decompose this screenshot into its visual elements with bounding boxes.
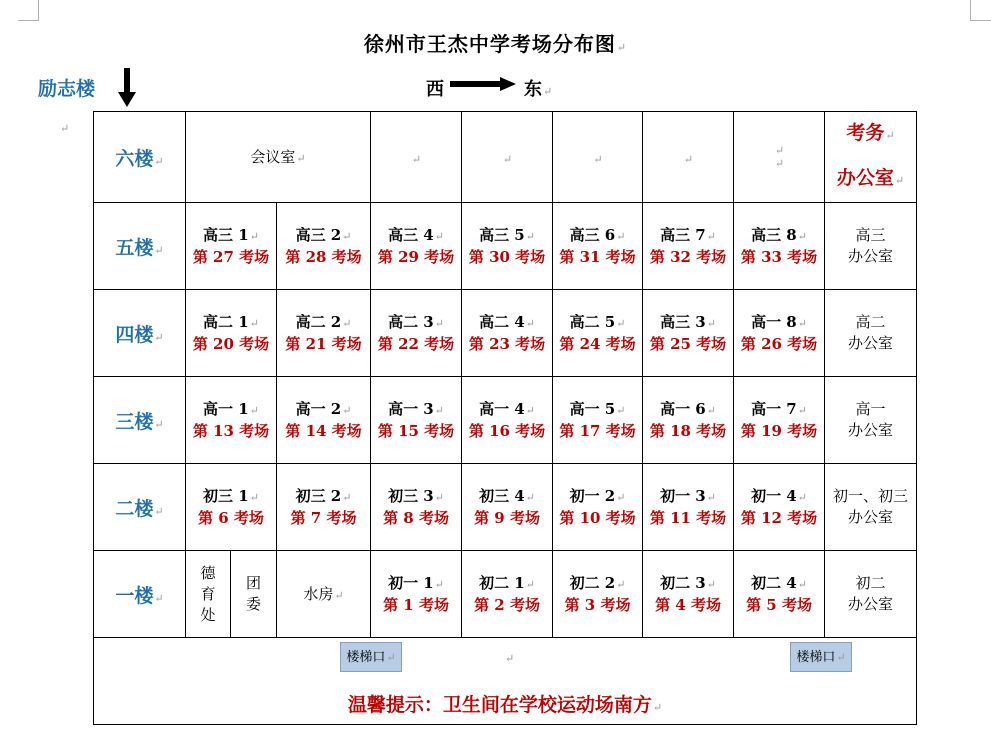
classroom-cell: 高一 6↵ 第 18 考场	[643, 377, 734, 464]
classroom-cell: 初二 3↵ 第 4 考场	[643, 551, 734, 638]
classroom-cell: 初二 1↵ 第 2 考场	[462, 551, 553, 638]
classroom-cell: 高三 3↵ 第 25 考场	[643, 290, 734, 377]
page-corner-mark-left	[18, 0, 39, 21]
empty-cell: ↵	[553, 112, 643, 203]
empty-cell: ↵	[371, 112, 462, 203]
classroom-cell: 初二 4↵ 第 5 考场	[734, 551, 825, 638]
paragraph-mark: ↵	[505, 652, 515, 665]
floor-label: 六楼↵	[94, 112, 186, 203]
classroom-cell: 初一 2↵ 第 10 考场	[553, 464, 643, 551]
classroom-cell: 初三 1↵ 第 6 考场	[186, 464, 277, 551]
office-cell: 高二 办公室	[825, 290, 917, 377]
direction-west: 西	[426, 79, 444, 100]
classroom-cell: 初三 4↵ 第 9 考场	[462, 464, 553, 551]
classroom-cell: 初一 4↵ 第 12 考场	[734, 464, 825, 551]
page-corner-mark-right	[970, 0, 991, 21]
water-room-cell: 水房↵	[277, 551, 371, 638]
office-cell: 高一 办公室	[825, 377, 917, 464]
classroom-cell: 高三 4↵ 第 29 考场	[371, 203, 462, 290]
classroom-cell: 高二 3↵ 第 22 考场	[371, 290, 462, 377]
meeting-room-cell: 会议室↵	[186, 112, 371, 203]
footer-row	[94, 638, 917, 725]
exam-room-table	[93, 111, 917, 725]
classroom-cell: 初三 2↵ 第 7 考场	[277, 464, 371, 551]
office-cell: 初一、初三 办公室	[825, 464, 917, 551]
empty-cell: ↵	[462, 112, 553, 203]
empty-cell: ↵	[643, 112, 734, 203]
stairway-right: 楼梯口↵	[790, 642, 852, 672]
moral-education-office-cell: 德 育 处	[186, 551, 231, 638]
down-arrow-icon	[118, 68, 136, 108]
building-name: 励志楼	[38, 78, 96, 100]
office-cell: 考务↵ 办公室↵	[825, 112, 917, 203]
stairway-left: 楼梯口↵	[340, 642, 402, 672]
floor-row-4	[94, 290, 917, 377]
youth-league-office-cell: 团 委	[231, 551, 277, 638]
classroom-cell: 初一 1↵ 第 1 考场	[371, 551, 462, 638]
classroom-cell: 高一 1↵ 第 13 考场	[186, 377, 277, 464]
classroom-cell: 高二 2↵ 第 21 考场	[277, 290, 371, 377]
classroom-cell: 高一 5↵ 第 17 考场	[553, 377, 643, 464]
direction-east: 东↵	[524, 79, 553, 100]
page-title: 徐州市王杰中学考场分布图↵	[363, 32, 628, 56]
classroom-cell: 高三 8↵ 第 33 考场	[734, 203, 825, 290]
classroom-cell: 高一 8↵ 第 26 考场	[734, 290, 825, 377]
classroom-cell: 高一 2↵ 第 14 考场	[277, 377, 371, 464]
floor-label: 三楼↵	[94, 377, 186, 464]
empty-cell: ↵ ↵	[734, 112, 825, 203]
classroom-cell: 高一 3↵ 第 15 考场	[371, 377, 462, 464]
floor-row-5	[94, 203, 917, 290]
paragraph-mark: ↵	[60, 122, 70, 135]
floor-row-3	[94, 377, 917, 464]
footer-cell	[94, 638, 917, 725]
classroom-cell: 高二 4↵ 第 23 考场	[462, 290, 553, 377]
classroom-cell: 高三 1↵ 第 27 考场	[186, 203, 277, 290]
classroom-cell: 高二 5↵ 第 24 考场	[553, 290, 643, 377]
floor-label: 一楼↵	[94, 551, 186, 638]
classroom-cell: 高一 7↵ 第 19 考场	[734, 377, 825, 464]
floor-row-6	[94, 112, 917, 203]
classroom-cell: 初三 3↵ 第 8 考场	[371, 464, 462, 551]
classroom-cell: 高二 1↵ 第 20 考场	[186, 290, 277, 377]
floor-label: 四楼↵	[94, 290, 186, 377]
office-cell: 高三 办公室	[825, 203, 917, 290]
warm-tip: 温馨提示：卫生间在学校运动场南方↵	[347, 694, 663, 716]
floor-label: 二楼↵	[94, 464, 186, 551]
classroom-cell: 高三 2↵ 第 28 考场	[277, 203, 371, 290]
floor-row-2	[94, 464, 917, 551]
classroom-cell: 高三 6↵ 第 31 考场	[553, 203, 643, 290]
classroom-cell: 高一 4↵ 第 16 考场	[462, 377, 553, 464]
floor-label: 五楼↵	[94, 203, 186, 290]
classroom-cell: 初二 2↵ 第 3 考场	[553, 551, 643, 638]
east-arrow-icon	[450, 77, 516, 91]
classroom-cell: 高三 7↵ 第 32 考场	[643, 203, 734, 290]
classroom-cell: 高三 5↵ 第 30 考场	[462, 203, 553, 290]
floor-row-1	[94, 551, 917, 638]
classroom-cell: 初一 3↵ 第 11 考场	[643, 464, 734, 551]
office-cell: 初二 办公室	[825, 551, 917, 638]
